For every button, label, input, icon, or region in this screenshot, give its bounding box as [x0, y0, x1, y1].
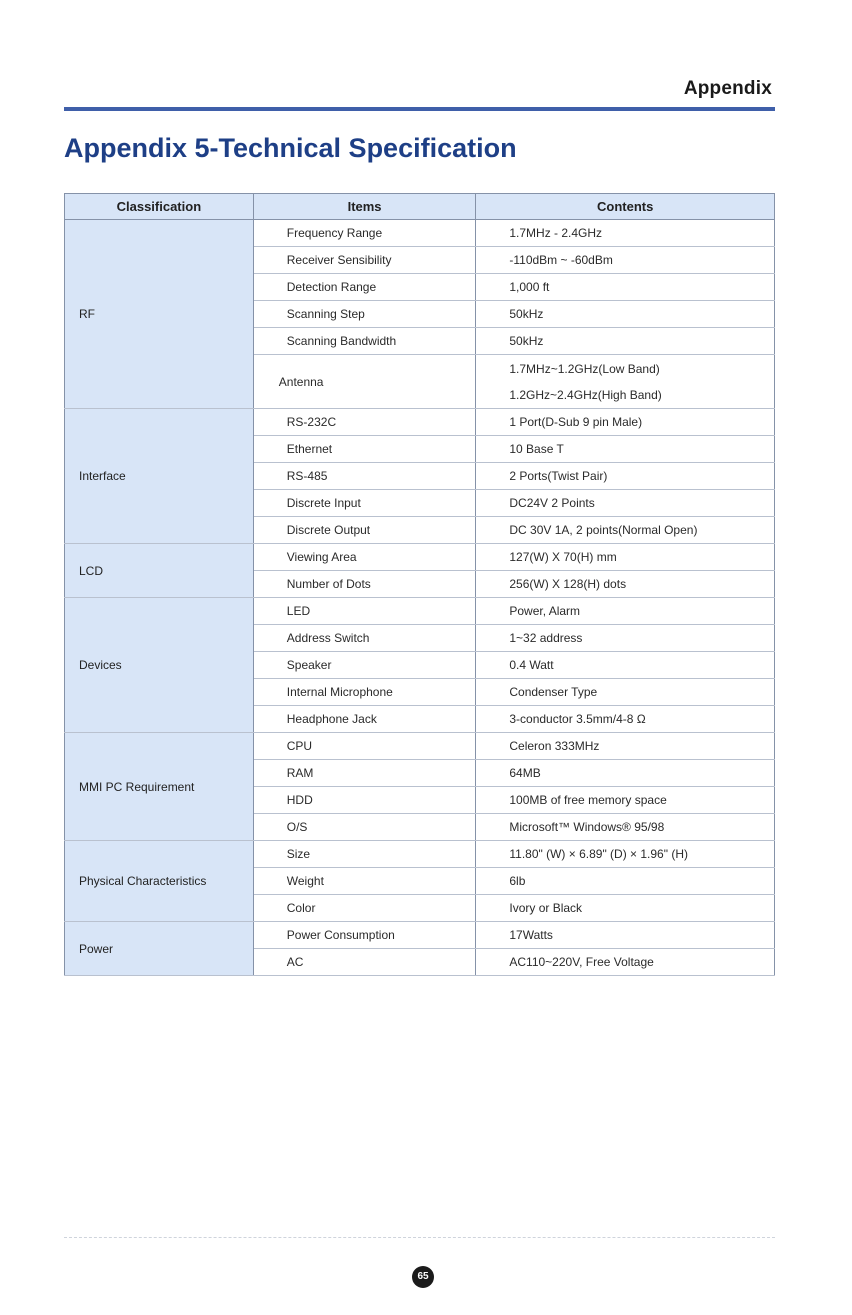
item-cell: Frequency Range — [253, 220, 476, 247]
item-cell: Color — [253, 895, 476, 922]
content-cell — [476, 355, 775, 409]
item-cell: Ethernet — [253, 436, 476, 463]
item-cell: Internal Microphone — [253, 679, 476, 706]
header-rule — [64, 107, 775, 111]
item-cell: Speaker — [253, 652, 476, 679]
content-cell: 1.7MHz - 2.4GHz — [476, 220, 775, 247]
item-cell: Discrete Input — [253, 490, 476, 517]
classification-cell: RF — [65, 220, 254, 409]
content-cell: 1 Port(D-Sub 9 pin Male) — [476, 409, 775, 436]
item-cell: Power Consumption — [253, 922, 476, 949]
item-cell: Address Switch — [253, 625, 476, 652]
item-cell: Viewing Area — [253, 544, 476, 571]
item-cell: Weight — [253, 868, 476, 895]
content-cell: 127(W) X 70(H) mm — [476, 544, 775, 571]
content-cell: 3-conductor 3.5mm/4-8 Ω — [476, 706, 775, 733]
content-cell: -110dBm ~ -60dBm — [476, 247, 775, 274]
spec-table — [64, 193, 775, 976]
classification-cell: Physical Characteristics — [65, 841, 254, 922]
content-cell: 1~32 address — [476, 625, 775, 652]
content-cell: 0.4 Watt — [476, 652, 775, 679]
item-cell: CPU — [253, 733, 476, 760]
content-cell: AC110~220V, Free Voltage — [476, 949, 775, 976]
table-header-row — [65, 194, 775, 220]
content-cell: 50kHz — [476, 328, 775, 355]
content-cell: 1,000 ft — [476, 274, 775, 301]
table-row — [65, 544, 775, 571]
content-cell: 10 Base T — [476, 436, 775, 463]
content-cell: DC 30V 1A, 2 points(Normal Open) — [476, 517, 775, 544]
content-cell: DC24V 2 Points — [476, 490, 775, 517]
table-row — [65, 841, 775, 868]
item-cell: RS-232C — [253, 409, 476, 436]
table-row — [65, 598, 775, 625]
column-header-classification: Classification — [65, 194, 254, 220]
item-cell: Size — [253, 841, 476, 868]
footer-rule — [64, 1237, 775, 1238]
item-cell: Headphone Jack — [253, 706, 476, 733]
section-label: Appendix — [683, 78, 772, 99]
content-cell: 64MB — [476, 760, 775, 787]
classification-cell: Devices — [65, 598, 254, 733]
classification-cell: LCD — [65, 544, 254, 598]
content-cell: 100MB of free memory space — [476, 787, 775, 814]
page-title: Appendix 5-Technical Specification — [64, 133, 517, 163]
item-cell: Scanning Step — [253, 301, 476, 328]
content-cell: 17Watts — [476, 922, 775, 949]
content-line: 1.2GHz~2.4GHz(High Band) — [509, 387, 662, 402]
content-cell: 50kHz — [476, 301, 775, 328]
item-cell: Antenna — [253, 355, 476, 409]
table-row — [65, 409, 775, 436]
table-body — [65, 220, 775, 976]
column-header-items: Items — [253, 194, 476, 220]
item-cell: Receiver Sensibility — [253, 247, 476, 274]
item-cell: Discrete Output — [253, 517, 476, 544]
item-cell: Number of Dots — [253, 571, 476, 598]
content-cell: Microsoft™ Windows® 95/98 — [476, 814, 775, 841]
content-cell: 11.80" (W) × 6.89" (D) × 1.96" (H) — [476, 841, 775, 868]
content-cell: Celeron 333MHz — [476, 733, 775, 760]
content-cell: 2 Ports(Twist Pair) — [476, 463, 775, 490]
table-row — [65, 733, 775, 760]
content-cell: 256(W) X 128(H) dots — [476, 571, 775, 598]
item-cell: AC — [253, 949, 476, 976]
content-cell: Power, Alarm — [476, 598, 775, 625]
item-cell: RAM — [253, 760, 476, 787]
page-number-badge: 65 — [412, 1266, 434, 1288]
item-cell: HDD — [253, 787, 476, 814]
content-cell: Condenser Type — [476, 679, 775, 706]
classification-cell: Power — [65, 922, 254, 976]
content-cell: Ivory or Black — [476, 895, 775, 922]
column-header-contents: Contents — [476, 194, 775, 220]
item-cell: O/S — [253, 814, 476, 841]
classification-cell: MMI PC Requirement — [65, 733, 254, 841]
table-row — [65, 922, 775, 949]
item-cell: RS-485 — [253, 463, 476, 490]
item-cell: Detection Range — [253, 274, 476, 301]
item-cell: Scanning Bandwidth — [253, 328, 476, 355]
content-cell: 6lb — [476, 868, 775, 895]
classification-cell: Interface — [65, 409, 254, 544]
content-line: 1.7MHz~1.2GHz(Low Band) — [509, 361, 660, 376]
item-cell: LED — [253, 598, 476, 625]
table-row — [65, 220, 775, 247]
